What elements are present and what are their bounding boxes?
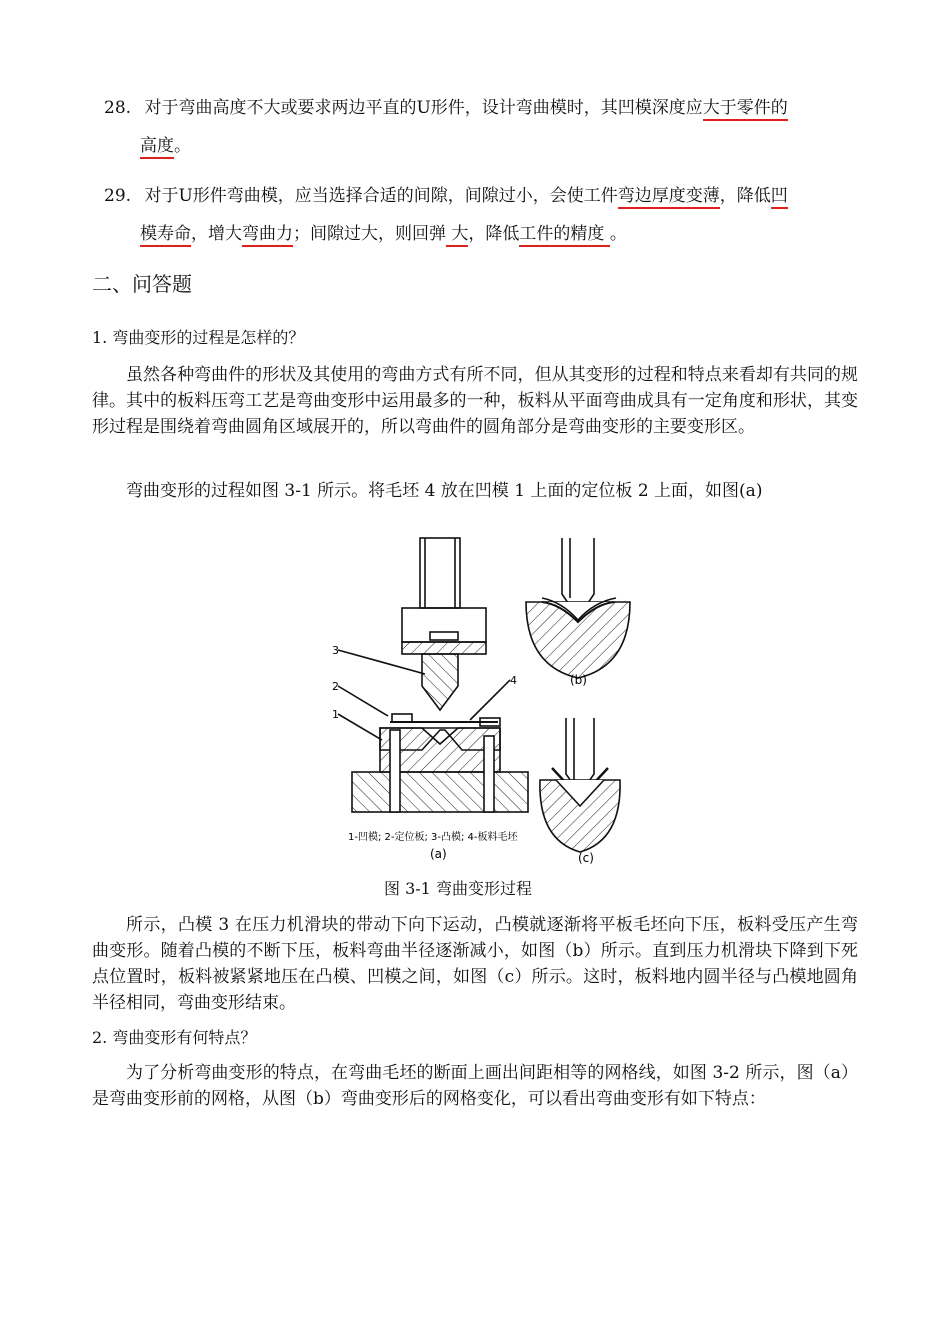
answer-underlined: 模寿命 — [140, 224, 191, 247]
answer-underlined: 弯曲力 — [242, 224, 293, 247]
label-b: (b) — [570, 673, 587, 687]
label-c: (c) — [578, 851, 594, 865]
q2-paragraph-1: 为了分析弯曲变形的特点，在弯曲毛坯的断面上画出间距相等的网格线，如图 3-2 所示，图（a）是弯曲变形前的网格，从图（b）弯曲变形后的网格变化，可以看出弯曲变形有如下特点： — [92, 1063, 858, 1109]
punctuation: 。 — [174, 136, 191, 156]
question-28-line1 — [104, 96, 788, 120]
figure-bending-process — [330, 518, 640, 868]
q1-title: 1. 弯曲变形的过程是怎样的？ — [92, 328, 305, 347]
callout-4: 4 — [510, 674, 517, 687]
question-29-line1 — [104, 184, 788, 208]
figure-caption: 图 3-1 弯曲变形过程 — [384, 879, 532, 898]
answer-underlined: 凹 — [771, 186, 788, 209]
answer-underlined: 大于零件的 — [703, 98, 788, 121]
question-text: 对于弯曲高度不大或要求两边平直的U形件，设计弯曲模时，其凹模深度应 — [144, 98, 703, 118]
q1-paragraph-1: 虽然各种弯曲件的形状及其使用的弯曲方式有所不同，但从其变形的过程和特点来看却有共同的规律。其中的板料压弯工艺是弯曲变形中运用最多的一种，板料从平面弯曲成具有一定角度和形状，其变形过程是围绕着弯曲圆角区域展开的，所以弯曲件的圆角部分是弯曲变形的主要变形区。 — [92, 365, 858, 437]
question-number: 29. — [104, 186, 132, 206]
diagram-b — [526, 538, 630, 678]
answer-underlined: 弯边厚度变薄 — [618, 186, 720, 209]
question-text: 对于U形件弯曲模，应当选择合适的间隙，间隙过小，会使工件 — [144, 186, 618, 206]
callout-1: 1 — [332, 708, 339, 721]
answer-underlined: 工件的精度 — [519, 224, 609, 247]
answer-underlined: 高度 — [140, 136, 174, 159]
q1-paragraph-2: 弯曲变形的过程如图 3-1 所示。将毛坯 4 放在凹模 1 上面的定位板 2 上面，如图(a) — [126, 481, 763, 501]
diagram-c — [540, 718, 620, 852]
callout-3: 3 — [332, 644, 339, 657]
punctuation: 。 — [609, 224, 627, 244]
q2-title: 2. 弯曲变形有何特点？ — [92, 1028, 257, 1047]
question-text: ，降低 — [719, 186, 771, 206]
question-28-line2 — [140, 134, 191, 158]
question-29-line2 — [140, 222, 627, 246]
question-text: ；间隙过大，则回弹 — [293, 224, 446, 244]
question-text: ，降低 — [468, 224, 520, 244]
question-number: 28. — [104, 98, 132, 118]
answer-underlined: 大 — [446, 224, 468, 247]
label-a: (a) — [430, 847, 447, 861]
figure-legend: 1-凹模; 2-定位板; 3-凸模; 4-板料毛坯 — [348, 832, 518, 843]
question-text: ，增大 — [191, 224, 242, 244]
diagram-a — [338, 538, 528, 812]
callout-2: 2 — [332, 680, 339, 693]
section-title: 二、问答题 — [92, 272, 192, 296]
q1-paragraph-3: 所示，凸模 3 在压力机滑块的带动下向下运动，凸模就逐渐将平板毛坯向下压，板料受压产生弯曲变形。随着凸模的不断下压，板料弯曲半径逐渐减小，如图（b）所示。直到压力机滑块下降到下死点位置时，板料被紧紧地压在凸模、凹模之间，如图（c）所示。这时，板料地内圆半径与凸模地圆角半径相同，弯曲变形结束。 — [92, 915, 858, 1013]
